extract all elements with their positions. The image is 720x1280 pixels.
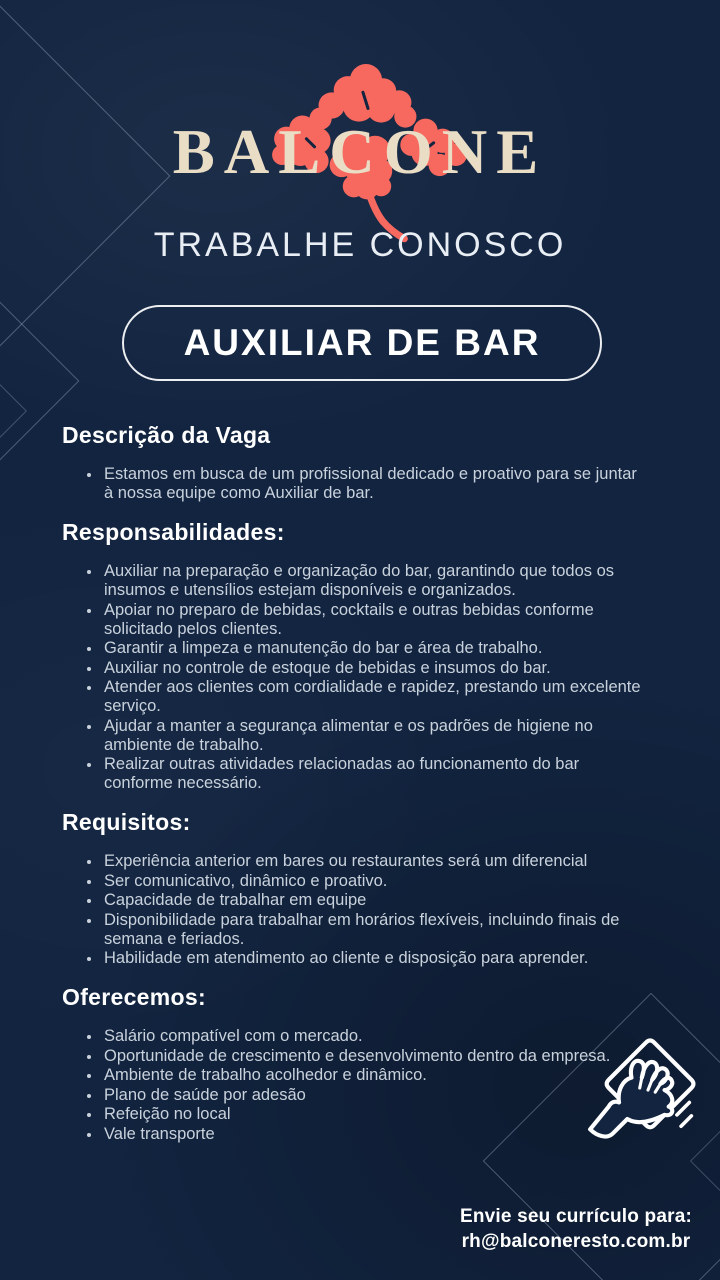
bullet-list [62,465,642,503]
list-item: • Refeição no local [102,1105,642,1124]
list-item: • Habilidade em atendimento ao cliente e disposição para aprender. [102,949,642,968]
job-title-badge [122,305,602,381]
list-item: • Estamos em busca de um profissional dedicado e proativo para se juntar à nossa equipe como Auxiliar de bar. [102,465,642,503]
section-requisitos [62,809,642,968]
list-item: • Ajudar a manter a segurança alimentar e os padrões de higiene no ambiente de trabalho. [102,717,642,755]
list-item: • Vale transporte [102,1125,642,1144]
list-item: • Realizar outras atividades relacionadas ao funcionamento do bar conforme necessário. [102,755,642,793]
list-item: • Ambiente de trabalho acolhedor e dinâmico. [102,1066,642,1085]
list-item: • Experiência anterior em bares ou restaurantes será um diferencial [102,852,642,871]
flyer-body [62,406,642,1158]
job-title-label: AUXILIAR DE BAR [183,322,541,363]
section-oferecemos [62,984,642,1144]
tagline: TRABALHE CONOSCO [153,226,567,264]
section-heading: Descrição da Vaga [62,422,271,448]
list-item: • Garantir a limpeza e manutenção do bar e área de trabalho. [102,639,642,658]
section-heading: Responsabilidades: [62,519,285,545]
list-item: • Auxiliar na preparação e organização do bar, garantindo que todos os insumos e utensílios estejam disponíveis e organizados. [102,562,642,600]
list-item: • Auxiliar no controle de estoque de bebidas e insumos do bar. [102,659,642,678]
contact-cta: Envie seu currículo para: [459,1206,692,1227]
bullet-list [62,852,642,968]
list-item: • Disponibilidade para trabalhar em horários flexíveis, incluindo finais de semana e feriados. [102,911,642,949]
contact-email[interactable]: rh@balconeresto.com.br [461,1231,691,1252]
list-item: • Ser comunicativo, dinâmico e proativo. [102,872,642,891]
section-heading: Requisitos: [62,809,191,835]
list-item: • Capacidade de trabalhar em equipe [102,891,642,910]
list-item: • Salário compatível com o mercado. [102,1027,642,1046]
bullet-list [62,1027,642,1144]
hand-wiping-cloth-icon [586,1026,710,1150]
list-item: • Atender aos clientes com cordialidade e rapidez, prestando um excelente serviço. [102,678,642,716]
logo-text: BALCONE [172,117,548,187]
section-descricao [62,422,642,503]
list-item: • Plano de saúde por adesão [102,1086,642,1105]
bullet-list [62,562,642,793]
section-heading: Oferecemos: [62,984,206,1010]
list-item: • Apoiar no preparo de bebidas, cocktails e outras bebidas conforme solicitado pelos clientes. [102,601,642,639]
list-item: • Oportunidade de crescimento e desenvolvimento dentro da empresa. [102,1047,642,1066]
contact-block [460,1204,692,1254]
section-responsabilidades [62,519,642,793]
